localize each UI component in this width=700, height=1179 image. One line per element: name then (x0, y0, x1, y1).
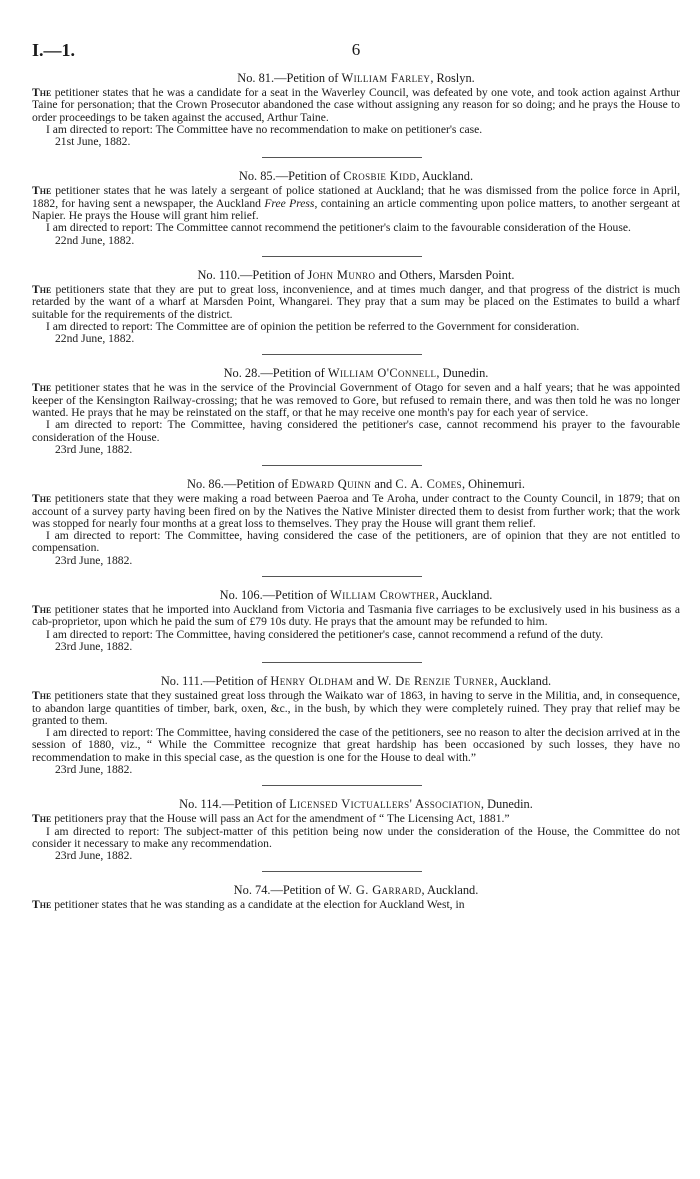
petitioner-name: W. G. Garrard (337, 883, 422, 898)
committee-report: I am directed to report: The Committee cannot recommend the petitioner's claim to the favourable consideration of the House. (46, 221, 631, 235)
petition-section (32, 366, 680, 466)
petition-body: The petitioner states that he imported into Auckland from Victoria and Tasmania five carriages to be exclusively used in his business as a cab-proprietor, upon which he paid the sum of £79 10s duty. He prays that the amount may be refunded to him. (32, 603, 680, 629)
petition-title (32, 797, 680, 811)
committee-report: I am directed to report: The Committee have no recommendation to make on petitioner's case. (46, 122, 483, 136)
section-divider (262, 662, 422, 663)
committee-report: I am directed to report: The Committee, having considered the case of the petitioners, are of opinion that they are not entitled to compensation. (32, 529, 680, 555)
section-divider (262, 871, 422, 872)
section-divider (262, 576, 422, 577)
petition-number: No. 110.—Petition of (197, 267, 308, 282)
petition-place: , Auckland. (421, 883, 479, 898)
petitioner-name: Licensed Victuallers' Association (289, 797, 481, 812)
petition-section (32, 477, 680, 577)
petition-number: No. 106.—Petition of (219, 588, 331, 603)
petitioner-name: William Farley (341, 71, 431, 85)
committee-report: I am directed to report: The subject-matter of this petition being now under the consideration of the House, the Committee do not consider it necessary to make any recommendation. (32, 824, 680, 850)
document-page (32, 0, 680, 1179)
petition-number: No. 111.—Petition of (160, 674, 271, 689)
petition-body: The petitioner states that he was in the service of the Provincial Government of Otago for seven and a half years; that he was appointed keeper of the Kensington Railway-crossing; that he was removed to Gore, but refused to remain there, and was then told he was no longer wanted. He prays that he may be reinstated on the staff, or that he may receive one month's pay for each year of service. (32, 381, 680, 420)
petition-title (32, 169, 680, 183)
petition-body: The petitioner states that he was lately a sergeant of police stationed at Auckland; that he was dismissed from the police force in April, 1882, for having sent a newspaper, the Auckland Free Press, containing an article commenting upon police matters, to another sergeant at Napier. He prays the House will grant him relief. (32, 184, 681, 223)
petitioner-name: William O'Connell (327, 366, 437, 381)
petition-section (32, 674, 680, 786)
page-number: 6 (351, 40, 361, 59)
report-date: 21st June, 1882. (55, 135, 131, 149)
petitioner-name-2: C. A. Comes (395, 477, 462, 492)
committee-report: I am directed to report: The Committee are of opinion the petition be referred to the Government for consideration. (46, 319, 580, 333)
petition-title (32, 588, 680, 602)
committee-report: I am directed to report: The Committee, having considered the case of the petitioners, see no reason to alter the decision arrived at in the session of 1880, viz., “ While the Committee recognize that great hardship has been occasioned by such losses, they have no recommendation to make in this special case, as the question is one for the House to deal with.” (32, 726, 680, 764)
report-date: 22nd June, 1882. (55, 233, 135, 247)
section-divider (262, 354, 422, 355)
petition-title (32, 883, 680, 897)
petition-place: , Auckland. (416, 169, 474, 184)
petition-section (32, 71, 680, 158)
section-divider (262, 785, 422, 786)
petition-place: , Dunedin. (480, 797, 533, 812)
petition-section (32, 883, 680, 911)
petition-title (32, 268, 680, 282)
petition-body: The petitioners state that they are put to great loss, inconvenience, and at times much danger, and that progress of the district is much retarded by the want of a wharf at Marsden Point, Whangarei. They pray that a sum may be placed on the Estimates to build a wharf suitable for the requirements of the district. (32, 282, 680, 321)
petitioner-name: Henry Oldham (270, 674, 354, 689)
petition-title (32, 71, 680, 85)
petition-number: No. 28.—Petition of (223, 366, 328, 381)
petition-number: No. 74.—Petition of (233, 883, 338, 898)
petitioner-name: Edward Quinn (291, 477, 372, 492)
report-date: 23rd June, 1882. (55, 849, 133, 863)
petitions-list (32, 71, 680, 912)
petition-number: No. 86.—Petition of (187, 477, 292, 492)
petition-place: , Auckland. (435, 588, 493, 603)
petitioner-name-2: W. De Renzie Turner (377, 674, 495, 689)
petition-place: , Roslyn. (430, 71, 475, 85)
petition-place: , Ohinemuri. (461, 477, 525, 492)
section-divider (262, 157, 422, 158)
petition-number: No. 85.—Petition of (238, 169, 344, 184)
section-divider (262, 256, 422, 257)
petition-body: The petitioner states that he was a candidate for a seat in the Waverley Council, was defeated by one vote, and took action against Arthur Taine for personation; that the Crown Prosecutor abandoned the case without assigning any reason for so doing; and he prays the House to order proceedings to be taken against the accused, Arthur Taine. (32, 86, 680, 124)
petition-title (32, 366, 680, 380)
petition-section (32, 797, 680, 872)
petition-body: The petitioners state that they sustained great loss through the Waikato war of 1863, in having to serve in the Militia, and, in consequence, to abandon large quantities of timber, bark, oxen, &c., in the bush, by which they were completely ruined. They pray that relief may be granted to them. (32, 689, 680, 727)
petition-place: and Others, Marsden Point. (375, 267, 515, 282)
petition-section (32, 268, 680, 355)
paper-reference: I.—1. (32, 40, 76, 60)
report-date: 23rd June, 1882. (55, 639, 133, 653)
page-header (32, 40, 680, 64)
petition-title: No. 86.—Petition of Edward Quinn and C. A. Comes, Ohinemuri. (187, 477, 525, 492)
petition-section (32, 169, 680, 256)
petitioner-name: John Munro (307, 267, 376, 282)
committee-report: I am directed to report: The Committee, having considered the petitioner's case, cannot recommend a refund of the duty. (46, 627, 604, 641)
petition-body: The petitioners state that they were making a road between Paeroa and Te Aroha, under contract to the County Council, in 1879; that on account of a survey party having been fired on by the Natives the Native Minister directed them to desist from further work; that the work was stopped for nearly four months at a great loss to themselves. They pray the House will grant them relief. (32, 492, 680, 530)
petition-number: No. 114.—Petition of (179, 797, 290, 812)
report-date: 22nd June, 1882. (55, 332, 135, 346)
petitioner-name: Crosbie Kidd (343, 169, 417, 184)
committee-report: I am directed to report: The Committee, having considered the petitioner's case, cannot recommend his prayer to the favourable consideration of the House. (32, 418, 680, 444)
section-divider (262, 465, 422, 466)
report-date: 23rd June, 1882. (55, 442, 133, 456)
petitioner-name: William Crowther (330, 588, 436, 603)
petition-place: , Dunedin. (436, 366, 489, 381)
petition-section (32, 588, 680, 663)
petition-place: , Auckland. (494, 674, 552, 689)
petition-title: No. 111.—Petition of Henry Oldham and W. De Renzie Turner, Auckland. (160, 674, 552, 689)
petition-body: The petitioner states that he was standing as a candidate at the election for Auckland West, in (32, 898, 465, 912)
report-date: 23rd June, 1882. (55, 553, 133, 567)
petition-body: The petitioners pray that the House will pass an Act for the amendment of “ The Licensing Act, 1881.” (32, 812, 510, 826)
petition-number: No. 81.—Petition of (237, 71, 342, 85)
report-date: 23rd June, 1882. (55, 762, 133, 776)
